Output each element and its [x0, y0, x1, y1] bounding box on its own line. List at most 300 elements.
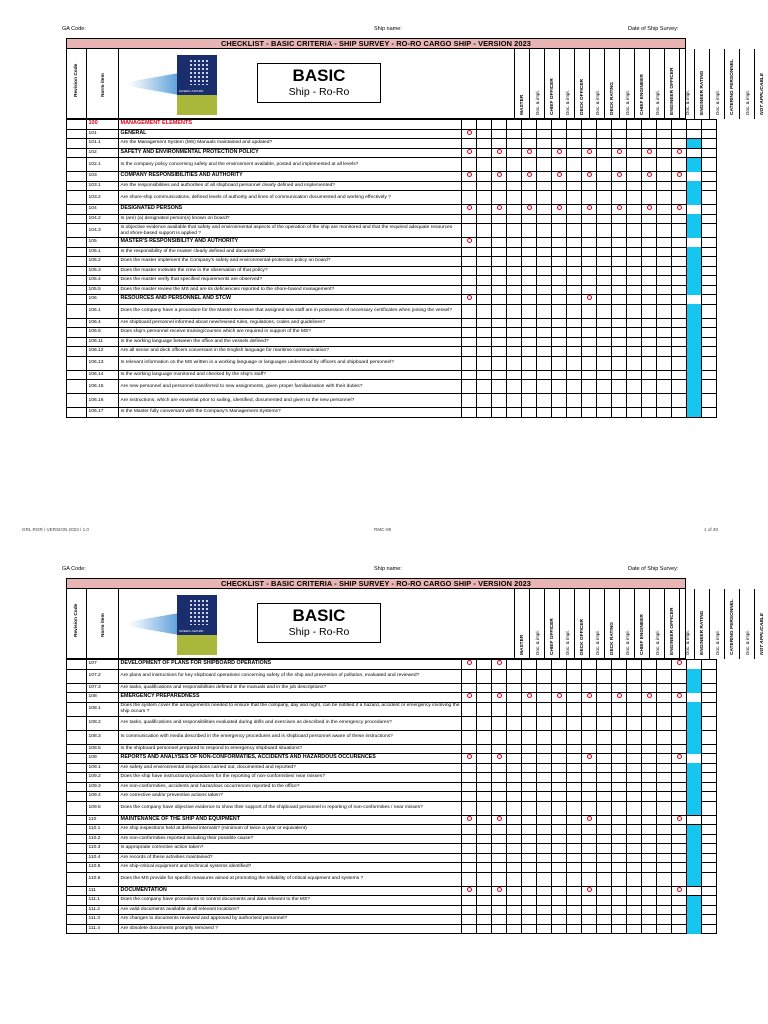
- role-check-cell[interactable]: [642, 266, 657, 276]
- role-check-cell[interactable]: [597, 139, 612, 149]
- role-check-cell[interactable]: [507, 886, 522, 896]
- role-check-cell[interactable]: [582, 730, 597, 744]
- role-check-cell[interactable]: [477, 915, 492, 925]
- role-check-cell[interactable]: [702, 815, 717, 825]
- role-check-cell[interactable]: [642, 370, 657, 380]
- role-check-cell[interactable]: [567, 730, 582, 744]
- role-check-cell[interactable]: [492, 181, 507, 191]
- role-check-cell[interactable]: [582, 347, 597, 357]
- role-check-cell[interactable]: [687, 295, 702, 305]
- role-check-cell[interactable]: [477, 285, 492, 295]
- role-check-cell[interactable]: [672, 214, 687, 224]
- role-check-cell[interactable]: [567, 792, 582, 802]
- role-check-cell[interactable]: [552, 394, 567, 408]
- role-check-cell[interactable]: [462, 139, 477, 149]
- role-check-cell[interactable]: [672, 139, 687, 149]
- role-check-cell[interactable]: [612, 224, 627, 238]
- role-check-cell[interactable]: [597, 247, 612, 257]
- role-check-cell[interactable]: [537, 844, 552, 854]
- role-check-cell[interactable]: [567, 129, 582, 139]
- role-check-cell[interactable]: [492, 191, 507, 205]
- role-check-cell[interactable]: [627, 370, 642, 380]
- role-check-cell[interactable]: [507, 181, 522, 191]
- role-check-cell[interactable]: [672, 172, 687, 182]
- role-check-cell[interactable]: [552, 853, 567, 863]
- role-check-cell[interactable]: [537, 328, 552, 338]
- role-check-cell[interactable]: [492, 863, 507, 873]
- role-check-cell[interactable]: [672, 318, 687, 328]
- role-check-cell[interactable]: [462, 328, 477, 338]
- role-check-cell[interactable]: [582, 304, 597, 318]
- role-check-cell[interactable]: [552, 763, 567, 773]
- role-check-cell[interactable]: [567, 247, 582, 257]
- role-check-cell[interactable]: [642, 172, 657, 182]
- role-check-cell[interactable]: [702, 238, 717, 248]
- role-check-cell[interactable]: [597, 754, 612, 764]
- role-check-cell[interactable]: [702, 792, 717, 802]
- role-check-cell[interactable]: [507, 782, 522, 792]
- role-check-cell[interactable]: [552, 380, 567, 394]
- role-check-cell[interactable]: [477, 214, 492, 224]
- role-check-cell[interactable]: [597, 834, 612, 844]
- role-check-cell[interactable]: [702, 773, 717, 783]
- role-check-cell[interactable]: [462, 148, 477, 158]
- role-check-cell[interactable]: [507, 924, 522, 934]
- role-check-cell[interactable]: [642, 148, 657, 158]
- role-check-cell[interactable]: [672, 872, 687, 886]
- role-check-cell[interactable]: [522, 683, 537, 693]
- role-check-cell[interactable]: [567, 886, 582, 896]
- role-check-cell[interactable]: [672, 660, 687, 670]
- role-check-cell[interactable]: [507, 337, 522, 347]
- role-check-cell[interactable]: [492, 238, 507, 248]
- role-check-cell[interactable]: [462, 844, 477, 854]
- role-check-cell[interactable]: [597, 172, 612, 182]
- role-check-cell[interactable]: [627, 754, 642, 764]
- role-check-cell[interactable]: [552, 660, 567, 670]
- role-check-cell[interactable]: [687, 120, 702, 130]
- role-check-cell[interactable]: [672, 238, 687, 248]
- role-check-cell[interactable]: [612, 896, 627, 906]
- role-check-cell[interactable]: [477, 905, 492, 915]
- role-check-cell[interactable]: [477, 863, 492, 873]
- role-check-cell[interactable]: [702, 896, 717, 906]
- role-check-cell[interactable]: [567, 782, 582, 792]
- role-check-cell[interactable]: [507, 266, 522, 276]
- role-check-cell[interactable]: [627, 238, 642, 248]
- role-check-cell[interactable]: [657, 238, 672, 248]
- role-check-cell[interactable]: [657, 408, 672, 418]
- role-check-cell[interactable]: [627, 356, 642, 370]
- role-check-cell[interactable]: [627, 782, 642, 792]
- role-check-cell[interactable]: [537, 172, 552, 182]
- role-check-cell[interactable]: [627, 276, 642, 286]
- role-check-cell[interactable]: [597, 815, 612, 825]
- role-check-cell[interactable]: [657, 295, 672, 305]
- role-check-cell[interactable]: [552, 915, 567, 925]
- role-check-cell[interactable]: [552, 815, 567, 825]
- role-check-cell[interactable]: [642, 191, 657, 205]
- role-check-cell[interactable]: [477, 148, 492, 158]
- role-check-cell[interactable]: [492, 730, 507, 744]
- role-check-cell[interactable]: [462, 295, 477, 305]
- role-check-cell[interactable]: [537, 801, 552, 815]
- role-check-cell[interactable]: [507, 801, 522, 815]
- role-check-cell[interactable]: [687, 129, 702, 139]
- role-check-cell[interactable]: [657, 370, 672, 380]
- role-check-cell[interactable]: [462, 347, 477, 357]
- role-check-cell[interactable]: [582, 238, 597, 248]
- role-check-cell[interactable]: [552, 744, 567, 754]
- role-check-cell[interactable]: [477, 886, 492, 896]
- role-check-cell[interactable]: [597, 205, 612, 215]
- role-check-cell[interactable]: [627, 792, 642, 802]
- role-check-cell[interactable]: [492, 370, 507, 380]
- role-check-cell[interactable]: [567, 825, 582, 835]
- role-check-cell[interactable]: [642, 238, 657, 248]
- role-check-cell[interactable]: [537, 356, 552, 370]
- role-check-cell[interactable]: [522, 660, 537, 670]
- role-check-cell[interactable]: [537, 905, 552, 915]
- role-check-cell[interactable]: [492, 205, 507, 215]
- role-check-cell[interactable]: [522, 844, 537, 854]
- role-check-cell[interactable]: [567, 924, 582, 934]
- role-check-cell[interactable]: [627, 347, 642, 357]
- role-check-cell[interactable]: [672, 825, 687, 835]
- role-check-cell[interactable]: [492, 924, 507, 934]
- role-check-cell[interactable]: [462, 905, 477, 915]
- role-check-cell[interactable]: [552, 408, 567, 418]
- role-check-cell[interactable]: [582, 660, 597, 670]
- role-check-cell[interactable]: [642, 702, 657, 716]
- role-check-cell[interactable]: [582, 782, 597, 792]
- role-check-cell[interactable]: [672, 683, 687, 693]
- role-check-cell[interactable]: [522, 285, 537, 295]
- role-check-cell[interactable]: [702, 285, 717, 295]
- role-check-cell[interactable]: [477, 853, 492, 863]
- role-check-cell[interactable]: [642, 896, 657, 906]
- role-check-cell[interactable]: [627, 763, 642, 773]
- role-check-cell[interactable]: [552, 886, 567, 896]
- role-check-cell[interactable]: [537, 660, 552, 670]
- role-check-cell[interactable]: [627, 853, 642, 863]
- role-check-cell[interactable]: [462, 304, 477, 318]
- role-check-cell[interactable]: [522, 181, 537, 191]
- role-check-cell[interactable]: [522, 702, 537, 716]
- role-check-cell[interactable]: [597, 683, 612, 693]
- role-check-cell[interactable]: [657, 139, 672, 149]
- role-check-cell[interactable]: [672, 702, 687, 716]
- role-check-cell[interactable]: [687, 660, 702, 670]
- role-check-cell[interactable]: [552, 792, 567, 802]
- role-check-cell[interactable]: [567, 693, 582, 703]
- role-check-cell[interactable]: [582, 266, 597, 276]
- role-check-cell[interactable]: [582, 834, 597, 844]
- role-check-cell[interactable]: [597, 356, 612, 370]
- role-check-cell[interactable]: [537, 408, 552, 418]
- role-check-cell[interactable]: [492, 120, 507, 130]
- role-check-cell[interactable]: [462, 120, 477, 130]
- role-check-cell[interactable]: [492, 872, 507, 886]
- role-check-cell[interactable]: [552, 730, 567, 744]
- role-check-cell[interactable]: [462, 915, 477, 925]
- role-check-cell[interactable]: [702, 224, 717, 238]
- role-check-cell[interactable]: [597, 773, 612, 783]
- role-check-cell[interactable]: [657, 257, 672, 267]
- role-check-cell[interactable]: [657, 773, 672, 783]
- role-check-cell[interactable]: [507, 257, 522, 267]
- role-check-cell[interactable]: [582, 815, 597, 825]
- role-check-cell[interactable]: [507, 660, 522, 670]
- role-check-cell[interactable]: [477, 347, 492, 357]
- role-check-cell[interactable]: [642, 205, 657, 215]
- role-check-cell[interactable]: [612, 669, 627, 683]
- role-check-cell[interactable]: [522, 191, 537, 205]
- role-check-cell[interactable]: [582, 408, 597, 418]
- role-check-cell[interactable]: [522, 801, 537, 815]
- role-check-cell[interactable]: [462, 754, 477, 764]
- role-check-cell[interactable]: [582, 915, 597, 925]
- role-check-cell[interactable]: [702, 247, 717, 257]
- role-check-cell[interactable]: [612, 905, 627, 915]
- role-check-cell[interactable]: [612, 773, 627, 783]
- role-check-cell[interactable]: [567, 285, 582, 295]
- role-check-cell[interactable]: [567, 754, 582, 764]
- role-check-cell[interactable]: [537, 730, 552, 744]
- role-check-cell[interactable]: [567, 408, 582, 418]
- role-check-cell[interactable]: [477, 754, 492, 764]
- role-check-cell[interactable]: [642, 815, 657, 825]
- role-check-cell[interactable]: [567, 304, 582, 318]
- role-check-cell[interactable]: [627, 801, 642, 815]
- role-check-cell[interactable]: [552, 158, 567, 172]
- role-check-cell[interactable]: [582, 924, 597, 934]
- role-check-cell[interactable]: [582, 337, 597, 347]
- role-check-cell[interactable]: [582, 683, 597, 693]
- role-check-cell[interactable]: [522, 205, 537, 215]
- role-check-cell[interactable]: [507, 716, 522, 730]
- role-check-cell[interactable]: [552, 276, 567, 286]
- role-check-cell[interactable]: [477, 158, 492, 172]
- role-check-cell[interactable]: [687, 238, 702, 248]
- role-check-cell[interactable]: [522, 896, 537, 906]
- role-check-cell[interactable]: [492, 896, 507, 906]
- role-check-cell[interactable]: [567, 181, 582, 191]
- role-check-cell[interactable]: [627, 660, 642, 670]
- role-check-cell[interactable]: [552, 773, 567, 783]
- role-check-cell[interactable]: [612, 328, 627, 338]
- role-check-cell[interactable]: [492, 356, 507, 370]
- role-check-cell[interactable]: [552, 693, 567, 703]
- role-check-cell[interactable]: [672, 408, 687, 418]
- role-check-cell[interactable]: [597, 129, 612, 139]
- role-check-cell[interactable]: [492, 853, 507, 863]
- role-check-cell[interactable]: [552, 139, 567, 149]
- role-check-cell[interactable]: [612, 660, 627, 670]
- role-check-cell[interactable]: [672, 380, 687, 394]
- role-check-cell[interactable]: [582, 825, 597, 835]
- role-check-cell[interactable]: [507, 408, 522, 418]
- role-check-cell[interactable]: [672, 356, 687, 370]
- role-check-cell[interactable]: [537, 792, 552, 802]
- role-check-cell[interactable]: [597, 924, 612, 934]
- role-check-cell[interactable]: [657, 328, 672, 338]
- role-check-cell[interactable]: [522, 266, 537, 276]
- role-check-cell[interactable]: [612, 730, 627, 744]
- role-check-cell[interactable]: [477, 380, 492, 394]
- role-check-cell[interactable]: [657, 129, 672, 139]
- role-check-cell[interactable]: [567, 318, 582, 328]
- role-check-cell[interactable]: [702, 853, 717, 863]
- role-check-cell[interactable]: [477, 257, 492, 267]
- role-check-cell[interactable]: [672, 120, 687, 130]
- role-check-cell[interactable]: [657, 782, 672, 792]
- role-check-cell[interactable]: [612, 205, 627, 215]
- role-check-cell[interactable]: [462, 924, 477, 934]
- role-check-cell[interactable]: [597, 120, 612, 130]
- role-check-cell[interactable]: [597, 693, 612, 703]
- role-check-cell[interactable]: [612, 825, 627, 835]
- role-check-cell[interactable]: [582, 181, 597, 191]
- role-check-cell[interactable]: [657, 172, 672, 182]
- role-check-cell[interactable]: [552, 224, 567, 238]
- role-check-cell[interactable]: [477, 792, 492, 802]
- role-check-cell[interactable]: [702, 347, 717, 357]
- role-check-cell[interactable]: [537, 683, 552, 693]
- role-check-cell[interactable]: [537, 158, 552, 172]
- role-check-cell[interactable]: [552, 754, 567, 764]
- role-check-cell[interactable]: [642, 693, 657, 703]
- role-check-cell[interactable]: [642, 304, 657, 318]
- role-check-cell[interactable]: [657, 394, 672, 408]
- role-check-cell[interactable]: [657, 669, 672, 683]
- role-check-cell[interactable]: [552, 328, 567, 338]
- role-check-cell[interactable]: [627, 924, 642, 934]
- role-check-cell[interactable]: [522, 886, 537, 896]
- role-check-cell[interactable]: [462, 872, 477, 886]
- role-check-cell[interactable]: [597, 702, 612, 716]
- role-check-cell[interactable]: [642, 773, 657, 783]
- role-check-cell[interactable]: [627, 683, 642, 693]
- role-check-cell[interactable]: [567, 815, 582, 825]
- role-check-cell[interactable]: [627, 844, 642, 854]
- role-check-cell[interactable]: [477, 247, 492, 257]
- role-check-cell[interactable]: [507, 318, 522, 328]
- role-check-cell[interactable]: [567, 295, 582, 305]
- role-check-cell[interactable]: [462, 834, 477, 844]
- role-check-cell[interactable]: [582, 285, 597, 295]
- role-check-cell[interactable]: [612, 408, 627, 418]
- role-check-cell[interactable]: [522, 247, 537, 257]
- role-check-cell[interactable]: [597, 782, 612, 792]
- role-check-cell[interactable]: [612, 924, 627, 934]
- role-check-cell[interactable]: [642, 886, 657, 896]
- role-check-cell[interactable]: [507, 863, 522, 873]
- role-check-cell[interactable]: [462, 370, 477, 380]
- role-check-cell[interactable]: [462, 318, 477, 328]
- role-check-cell[interactable]: [597, 716, 612, 730]
- role-check-cell[interactable]: [567, 224, 582, 238]
- role-check-cell[interactable]: [537, 337, 552, 347]
- role-check-cell[interactable]: [597, 214, 612, 224]
- role-check-cell[interactable]: [582, 394, 597, 408]
- role-check-cell[interactable]: [612, 191, 627, 205]
- role-check-cell[interactable]: [597, 318, 612, 328]
- role-check-cell[interactable]: [657, 380, 672, 394]
- role-check-cell[interactable]: [582, 886, 597, 896]
- role-check-cell[interactable]: [492, 693, 507, 703]
- role-check-cell[interactable]: [507, 669, 522, 683]
- role-check-cell[interactable]: [477, 896, 492, 906]
- role-check-cell[interactable]: [507, 304, 522, 318]
- role-check-cell[interactable]: [582, 792, 597, 802]
- role-check-cell[interactable]: [492, 347, 507, 357]
- role-check-cell[interactable]: [627, 380, 642, 394]
- role-check-cell[interactable]: [657, 863, 672, 873]
- role-check-cell[interactable]: [687, 886, 702, 896]
- role-check-cell[interactable]: [537, 347, 552, 357]
- role-check-cell[interactable]: [612, 815, 627, 825]
- role-check-cell[interactable]: [492, 660, 507, 670]
- role-check-cell[interactable]: [477, 844, 492, 854]
- role-check-cell[interactable]: [597, 801, 612, 815]
- role-check-cell[interactable]: [597, 853, 612, 863]
- role-check-cell[interactable]: [582, 716, 597, 730]
- role-check-cell[interactable]: [582, 370, 597, 380]
- role-check-cell[interactable]: [462, 191, 477, 205]
- role-check-cell[interactable]: [462, 782, 477, 792]
- role-check-cell[interactable]: [462, 801, 477, 815]
- role-check-cell[interactable]: [642, 716, 657, 730]
- role-check-cell[interactable]: [567, 394, 582, 408]
- role-check-cell[interactable]: [642, 224, 657, 238]
- role-check-cell[interactable]: [537, 139, 552, 149]
- role-check-cell[interactable]: [672, 205, 687, 215]
- role-check-cell[interactable]: [477, 825, 492, 835]
- role-check-cell[interactable]: [552, 356, 567, 370]
- role-check-cell[interactable]: [672, 886, 687, 896]
- role-check-cell[interactable]: [657, 792, 672, 802]
- role-check-cell[interactable]: [702, 702, 717, 716]
- role-check-cell[interactable]: [642, 139, 657, 149]
- role-check-cell[interactable]: [477, 129, 492, 139]
- role-check-cell[interactable]: [507, 295, 522, 305]
- role-check-cell[interactable]: [522, 744, 537, 754]
- role-check-cell[interactable]: [477, 394, 492, 408]
- role-check-cell[interactable]: [477, 295, 492, 305]
- role-check-cell[interactable]: [507, 754, 522, 764]
- role-check-cell[interactable]: [597, 408, 612, 418]
- role-check-cell[interactable]: [702, 744, 717, 754]
- role-check-cell[interactable]: [477, 716, 492, 730]
- role-check-cell[interactable]: [507, 158, 522, 172]
- role-check-cell[interactable]: [567, 915, 582, 925]
- role-check-cell[interactable]: [567, 896, 582, 906]
- role-check-cell[interactable]: [657, 318, 672, 328]
- role-check-cell[interactable]: [492, 276, 507, 286]
- role-check-cell[interactable]: [702, 276, 717, 286]
- role-check-cell[interactable]: [507, 191, 522, 205]
- role-check-cell[interactable]: [642, 257, 657, 267]
- role-check-cell[interactable]: [522, 924, 537, 934]
- role-check-cell[interactable]: [567, 276, 582, 286]
- role-check-cell[interactable]: [522, 782, 537, 792]
- role-check-cell[interactable]: [672, 257, 687, 267]
- role-check-cell[interactable]: [552, 120, 567, 130]
- role-check-cell[interactable]: [462, 266, 477, 276]
- role-check-cell[interactable]: [477, 328, 492, 338]
- role-check-cell[interactable]: [507, 370, 522, 380]
